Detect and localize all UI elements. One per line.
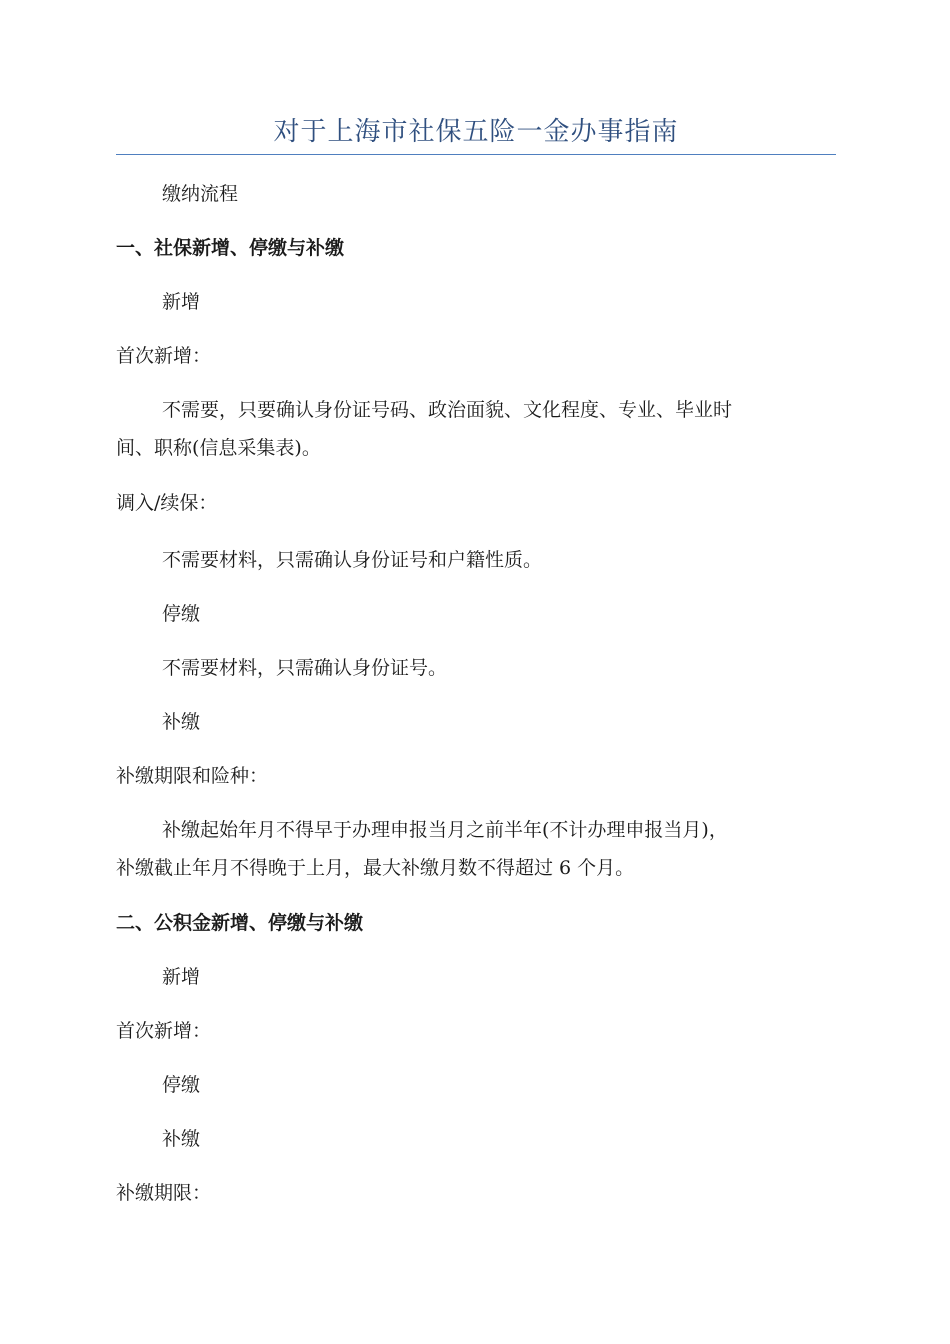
paragraph-fund-new: 新增 xyxy=(162,966,201,988)
paragraph-line: 间、职称(信息采集表)。 xyxy=(116,437,321,459)
paragraph-fund-backpay: 补缴 xyxy=(162,1128,201,1150)
paragraph-line: 不需要，只要确认身份证号码、政治面貌、文化程度、专业、毕业时 xyxy=(162,399,733,421)
document-page xyxy=(116,0,836,1344)
paragraph-backpay-period: 补缴期限和险种： xyxy=(116,765,269,787)
paragraph-fund-first-new: 首次新增： xyxy=(116,1020,212,1042)
document-title: 对于上海市社保五险一金办事指南 xyxy=(273,117,679,147)
paragraph-first-new-detail xyxy=(116,391,836,467)
paragraph-payment-process: 缴纳流程 xyxy=(162,183,239,205)
paragraph-fund-stop: 停缴 xyxy=(162,1074,201,1096)
paragraph-stop: 停缴 xyxy=(162,603,201,625)
paragraph-backpay: 补缴 xyxy=(162,711,201,733)
paragraph-line: 补缴起始年月不得早于办理申报当月之前半年(不计办理申报当月)， xyxy=(162,819,728,841)
title-underline xyxy=(116,154,836,155)
section-heading-social-insurance: 一、社保新增、停缴与补缴 xyxy=(116,237,345,259)
paragraph-line: 补缴截止年月不得晚于上月，最大补缴月数不得超过 6 个月。 xyxy=(116,857,635,879)
paragraph-new: 新增 xyxy=(162,291,201,313)
section-heading-housing-fund: 二、公积金新增、停缴与补缴 xyxy=(116,912,364,934)
paragraph-transfer-detail: 不需要材料，只需确认身份证号和户籍性质。 xyxy=(162,549,543,571)
paragraph-backpay-detail xyxy=(116,811,836,887)
paragraph-stop-detail: 不需要材料，只需确认身份证号。 xyxy=(162,657,448,679)
paragraph-fund-backpay-period: 补缴期限： xyxy=(116,1182,212,1204)
paragraph-first-new: 首次新增： xyxy=(116,345,212,367)
paragraph-transfer-in: 调入/续保： xyxy=(116,492,218,514)
